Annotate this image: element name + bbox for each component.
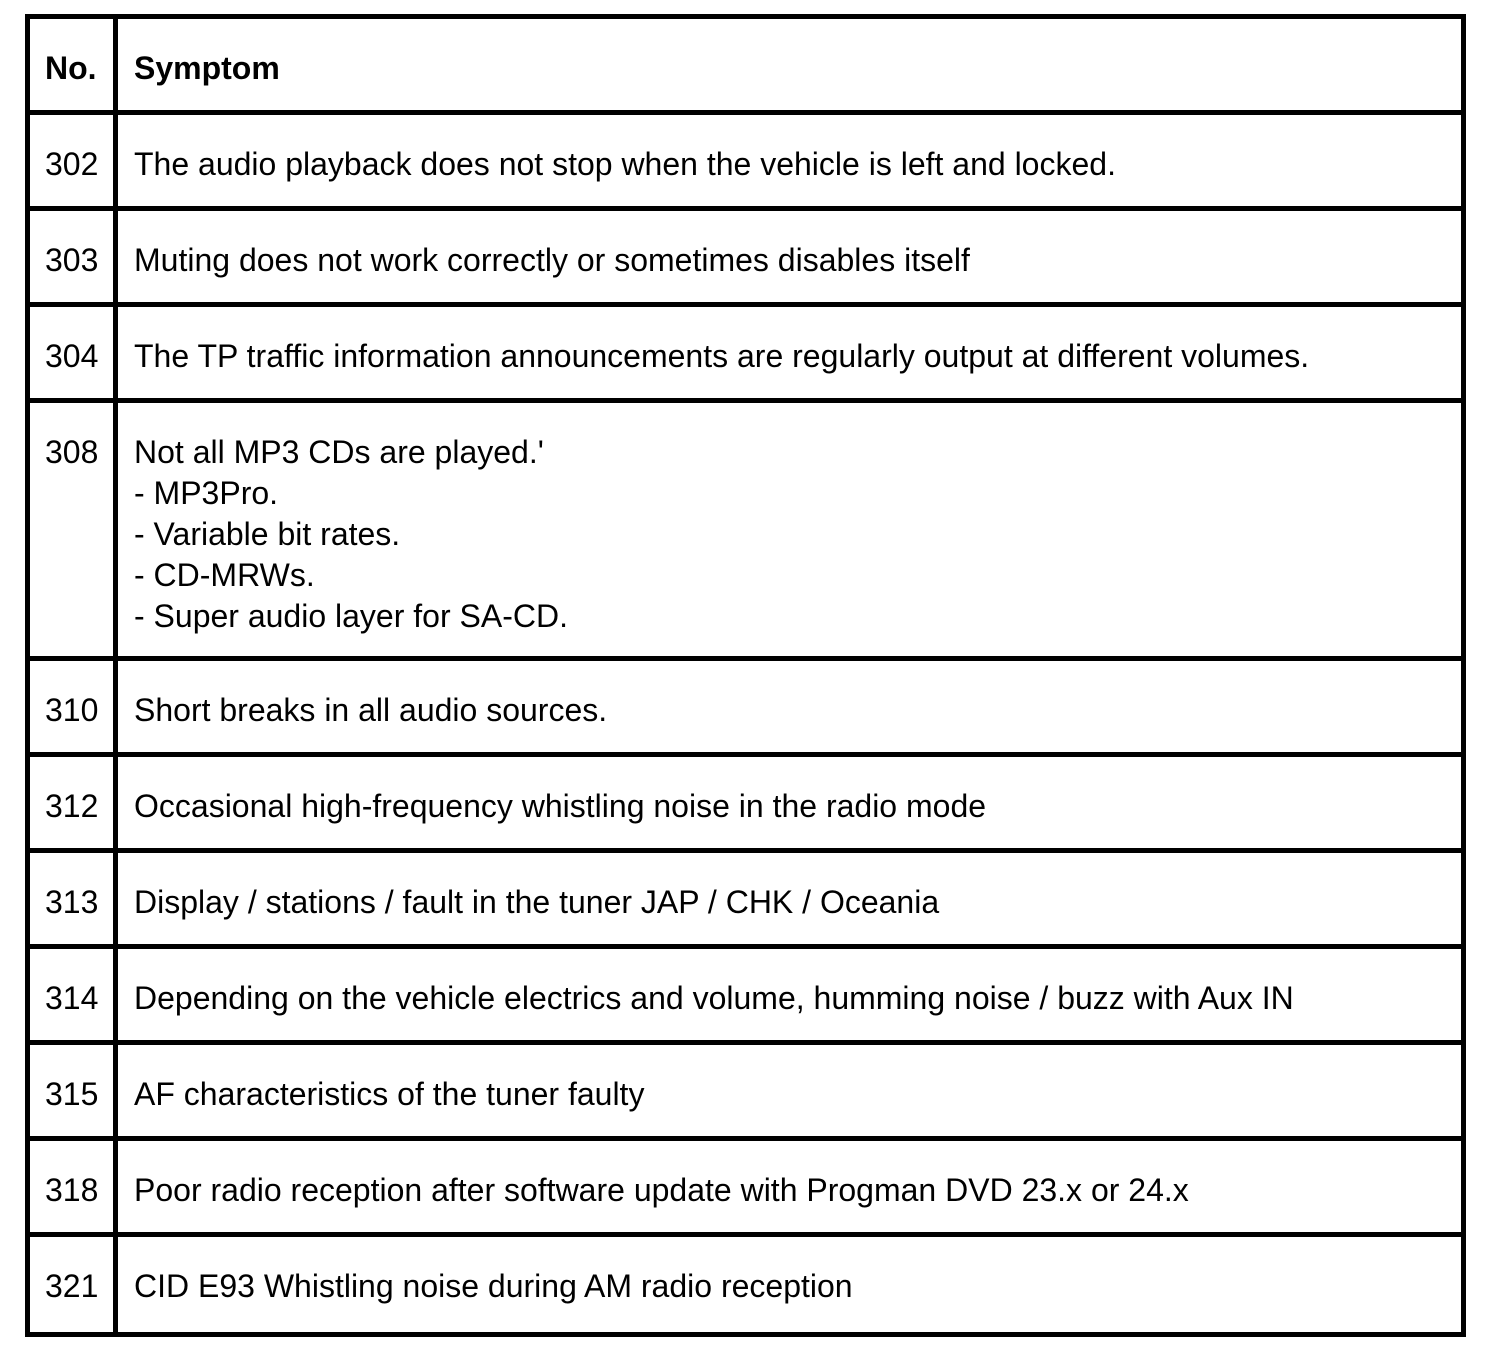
row-symptom bbox=[118, 1045, 1461, 1136]
row-symptom bbox=[118, 403, 1461, 656]
symptom-line: - MP3Pro. bbox=[134, 475, 279, 511]
row-number: 313 bbox=[30, 853, 118, 944]
row-number: 315 bbox=[30, 1045, 118, 1136]
table-row bbox=[30, 661, 1461, 757]
row-number: 302 bbox=[30, 115, 118, 206]
symptom-line: AF characteristics of the tuner faulty bbox=[134, 1076, 645, 1112]
table-row bbox=[30, 1141, 1461, 1237]
symptom-line: Depending on the vehicle electrics and volume, humming noise / buzz with Aux IN bbox=[134, 980, 1294, 1016]
row-symptom bbox=[118, 1237, 1461, 1333]
symptom-line: - Variable bit rates. bbox=[134, 516, 401, 552]
row-symptom bbox=[118, 1141, 1461, 1232]
symptom-line: Not all MP3 CDs are played.' bbox=[134, 434, 544, 470]
table-row bbox=[30, 949, 1461, 1045]
table-row bbox=[30, 853, 1461, 949]
symptom-line: CID E93 Whistling noise during AM radio reception bbox=[134, 1268, 853, 1304]
symptom-line: Occasional high-frequency whistling noise in the radio mode bbox=[134, 788, 987, 824]
row-number: 308 bbox=[30, 403, 118, 656]
row-number: 303 bbox=[30, 211, 118, 302]
table-row bbox=[30, 1045, 1461, 1141]
table-row bbox=[30, 757, 1461, 853]
symptom-line: Display / stations / fault in the tuner JAP / CHK / Oceania bbox=[134, 884, 940, 920]
table-row bbox=[30, 211, 1461, 307]
header-symptom: Symptom bbox=[134, 50, 280, 86]
row-number: 310 bbox=[30, 661, 118, 752]
row-symptom bbox=[118, 307, 1461, 398]
row-symptom bbox=[118, 949, 1461, 1040]
row-number: 318 bbox=[30, 1141, 118, 1232]
row-symptom bbox=[118, 853, 1461, 944]
row-number: 321 bbox=[30, 1237, 118, 1333]
symptom-line: Short breaks in all audio sources. bbox=[134, 692, 608, 728]
row-symptom bbox=[118, 661, 1461, 752]
table-row bbox=[30, 403, 1461, 661]
table-row bbox=[30, 1237, 1461, 1333]
symptom-line: - Super audio layer for SA-CD. bbox=[134, 598, 568, 634]
symptom-line: - CD-MRWs. bbox=[134, 557, 315, 593]
table-row bbox=[30, 307, 1461, 403]
row-number: 314 bbox=[30, 949, 118, 1040]
symptom-line: The TP traffic information announcements are regularly output at different volumes. bbox=[134, 338, 1310, 374]
table-row bbox=[30, 115, 1461, 211]
row-symptom bbox=[118, 211, 1461, 302]
row-number: 312 bbox=[30, 757, 118, 848]
row-symptom bbox=[118, 757, 1461, 848]
header-no: No. bbox=[30, 19, 118, 110]
row-number: 304 bbox=[30, 307, 118, 398]
table-header-row bbox=[30, 19, 1461, 115]
symptom-table bbox=[25, 14, 1466, 1337]
symptom-line: The audio playback does not stop when the vehicle is left and locked. bbox=[134, 146, 1116, 182]
symptom-line: Poor radio reception after software update with Progman DVD 23.x or 24.x bbox=[134, 1172, 1189, 1208]
row-symptom bbox=[118, 115, 1461, 206]
symptom-line: Muting does not work correctly or sometimes disables itself bbox=[134, 242, 970, 278]
